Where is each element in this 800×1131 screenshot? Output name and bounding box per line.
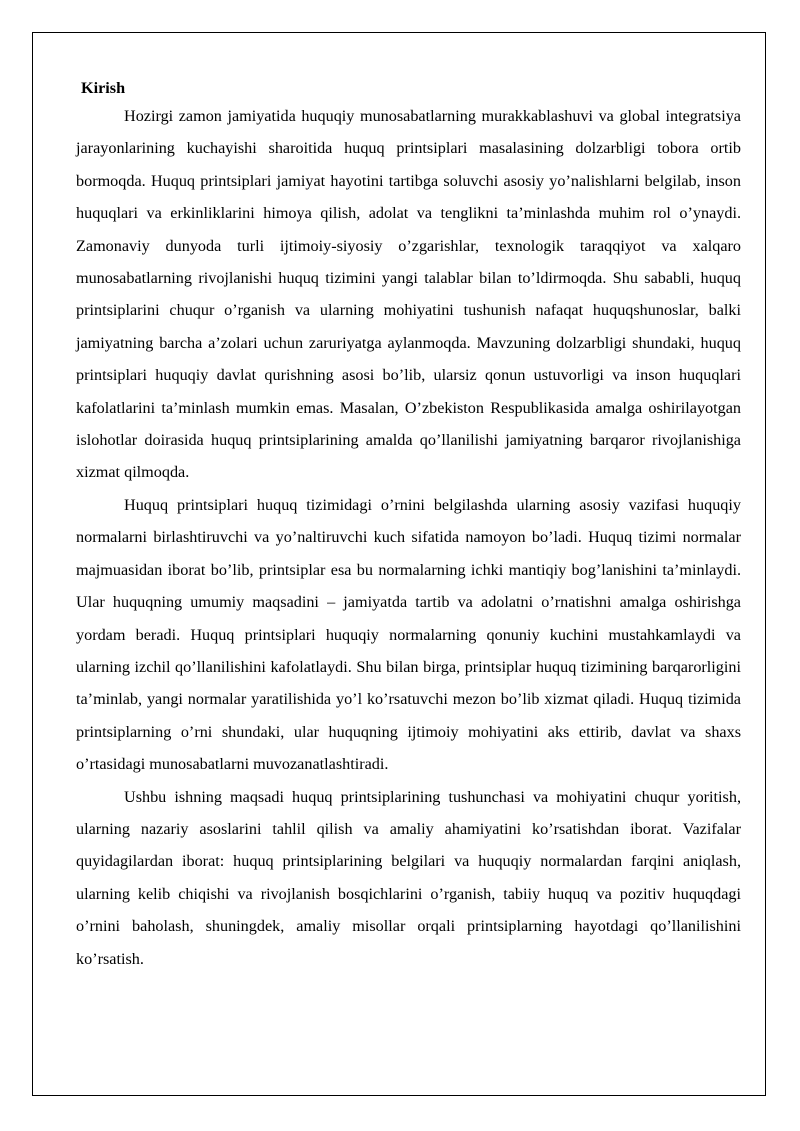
paragraph-role-in-legal-system: Huquq printsiplari huquq tizimidagi o’rnini belgilashda ularning asosiy vazifasi huquqiy normalarni birlashtiruvchi va yo’naltiruvchi kuch sifatida namoyon bo’ladi. Huquq tizimi normalar majmuasidan iborat bo’lib, printsiplar esa bu normalarning ichki mantiqiy bog’lanishini ta’minlaydi. Ular huquqning umumiy maqsadini – jamiyatda tartib va adolatni o’rnatishni amalga oshirishga yordam beradi. Huquq printsiplari huquqiy normalarning qonuniy kuchini mustahkamlaydi va ularning izchil qo’llanilishini kafolatlaydi. Shu bilan birga, printsiplar huquq tizimining barqarorligini ta’minlab, yangi normalar yaratilishida yo’l ko’rsatuvchi mezon bo’lib xizmat qiladi. Huquq tizimida printsiplarning o’rni shundaki, ular huquqning ijtimoiy mohiyatini aks ettirib, davlat va shaxs o’rtasidagi munosabatlarni muvozanatlashtiradi. — [76, 495, 741, 774]
section-heading: Kirish — [81, 79, 126, 97]
document-body — [76, 76, 741, 975]
paragraph-relevance: Hozirgi zamon jamiyatida huquqiy munosabatlarning murakkablashuvi va global integratsiya jarayonlarining kuchayishi sharoitida huquq printsiplari masalasining dolzarbligi tobora ortib bormoqda. Huquq printsiplari jamiyat hayotini tartibga soluvchi asosiy yo’nalishlarni belgilab, inson huquqlari va erkinliklarini himoya qilish, adolat va tenglikni ta’minlashda muhim rol o’ynaydi. Zamonaviy dunyoda turli ijtimoiy-siyosiy o’zgarishlar, texnologik taraqqiyot va xalqaro munosabatlarning rivojlanishi huquq tizimini yangi talablar bilan to’ldirmoqda. Shu sababli, huquq printsiplarini chuqur o’rganish va ularning mohiyatini tushunish nafaqat huquqshunoslar, balki jamiyatning barcha a’zolari uchun zaruriyatga aylanmoqda. Mavzuning dolzarbligi shundaki, huquq printsiplari huquqiy davlat qurishning asosi bo’lib, ularsiz qonun ustuvorligi va inson huquqlari kafolatlarini ta’minlash mumkin emas. Masalan, O’zbekiston Respublikasida amalga oshirilayotgan islohotlar doirasida huquq printsiplarining amalda qo’llanilishi jamiyatning barqaror rivojlanishiga xizmat qilmoqda. — [76, 107, 741, 482]
paragraph-aims-and-tasks: Ushbu ishning maqsadi huquq printsiplarining tushunchasi va mohiyatini chuqur yoritish, ularning nazariy asoslarini tahlil qilish va amaliy ahamiyatini ko’rsatishdan iborat. Vazifalar quyidagilardan iborat: huquq printsiplarining belgilari va huquqiy normalardan farqini aniqlash, ularning kelib chiqishi va rivojlanish bosqichlarini o’rganish, tabiiy huquq va pozitiv huquqdagi o’rnini baholash, shuningdek, amaliy misollar orqali printsiplarning hayotdagi qo’llanilishini ko’rsatish. — [76, 787, 741, 968]
